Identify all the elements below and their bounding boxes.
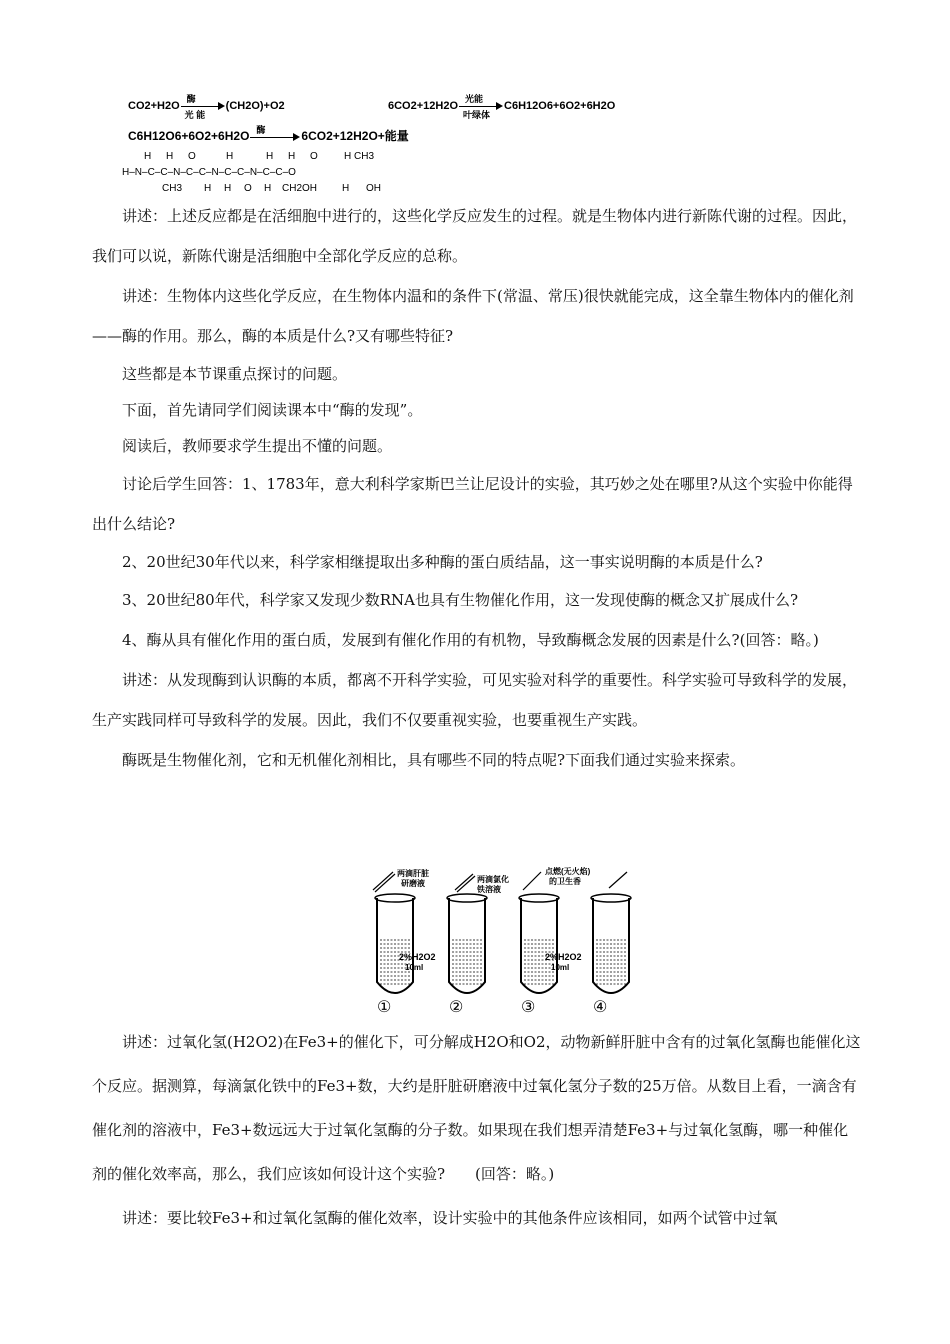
paragraph: 这些都是本节课重点探讨的问题。 [122, 365, 348, 383]
eq3-catalyst: 酶 [256, 124, 266, 135]
peptide-atom-bottom: H [342, 183, 350, 194]
test-tube-2 [447, 894, 487, 993]
volume-label-left: 10ml [405, 963, 424, 972]
peptide-top-row [144, 151, 374, 162]
dropper-icon [455, 874, 473, 890]
paragraph: 讲述：过氧化氢(H2O2)在Fe3+的催化下，可分解成H2O和O2，动物新鲜肝脏中含有的过氧化氢酶也能催化这个反应。据测算，每滴氯化铁中的Fe3+数，大约是肝脏研磨液中过氧化氢分子数的25万倍。从数目上看，一滴含有催化剂的溶液中，Fe3+数远远大于过氧化氢酶的分子数。如果现在我们想弄清楚Fe3+与过氧化氢酶，哪一种催化剂的催化效率高，那么，我们应该如何设计这个实验? (回答：略。) [92, 1033, 861, 1183]
peptide-atom-top: O [310, 151, 318, 162]
reaction-arrow [459, 94, 503, 121]
peptide-structure-diagram [122, 150, 382, 194]
equation-photosynthesis-simple [128, 94, 285, 121]
eq2-products: C6H12O6+6O2+6H2O [504, 100, 616, 112]
peptide-atom-top: H [144, 151, 152, 162]
paragraph: 讲述：要比较Fe3+和过氧化氢酶的催化效率，设计实验中的其他条件应该相同，如两个试管中过氧 [122, 1209, 778, 1227]
peptide-atom-bottom: H [204, 183, 212, 194]
eq1-condition: 光 能 [184, 110, 206, 121]
tube-number-2: ② [449, 999, 464, 1016]
conc-label-left: 2%H2O2 [399, 952, 436, 962]
paragraph: 4、酶从具有催化作用的蛋白质，发展到有催化作用的有机物，导致酶概念发展的因素是什么?(回答：略。) [122, 631, 819, 649]
tube-number-4: ④ [593, 999, 608, 1016]
peptide-atom-top: H [166, 151, 174, 162]
peptide-atom-bottom: O [244, 183, 252, 194]
test-tube-4 [591, 894, 631, 993]
volume-label-right: 10ml [551, 963, 570, 972]
paragraph: 讲述：上述反应都是在活细胞中进行的，这些化学反应发生的过程。就是生物体内进行新陈代谢的过程。因此，我们可以说，新陈代谢是活细胞中全部化学反应的总称。 [92, 207, 858, 265]
peptide-atom-top: O [188, 151, 196, 162]
peptide-atom-top: CH3 [354, 151, 375, 162]
eq2-site: 叶绿体 [463, 110, 491, 121]
eq2-condition: 光能 [465, 94, 484, 105]
test-tube-3 [519, 894, 559, 993]
paragraph: 2、20世纪30年代以来，科学家相继提取出多种酶的蛋白质结晶，这一事实说明酶的本质是什么? [122, 553, 763, 571]
peptide-atom-bottom: H [224, 183, 232, 194]
paragraph: 讲述：生物体内这些化学反应，在生物体内温和的条件下(常温、常压)很快就能完成，这全靠生物体内的催化剂——酶的作用。那么，酶的本质是什么?又有哪些特征? [92, 287, 854, 345]
equation-photosynthesis-full [388, 94, 616, 121]
tube-number-1: ① [377, 999, 392, 1016]
peptide-atom-bottom: CH2OH [282, 183, 318, 194]
dropper-icon [373, 872, 393, 890]
conc-label-right: 2%H2O2 [545, 952, 582, 962]
paragraph: 3、20世纪80年代，科学家又发现少数RNA也具有生物催化作用，这一发现使酶的概念又扩展成什么? [122, 591, 799, 609]
eq1-products: (CH2O)+O2 [225, 100, 285, 112]
tube-number-3: ③ [521, 999, 536, 1016]
test-tube-1 [375, 894, 415, 993]
tube3-label-line2: 的卫生香 [549, 877, 581, 886]
peptide-main-chain: H–N–C–C–N–C–C–N–C–C–N–C–C–O [122, 167, 296, 178]
paragraph: 下面，首先请同学们阅读课本中“酶的发现”。 [122, 401, 423, 419]
reaction-arrow [250, 124, 300, 142]
test-tube-experiment-figure [365, 866, 647, 1018]
peptide-atom-bottom: OH [366, 183, 381, 194]
peptide-atom-bottom: H [264, 183, 272, 194]
peptide-atom-bottom: CH3 [162, 183, 183, 194]
peptide-atom-top: H [226, 151, 234, 162]
reaction-arrow [181, 94, 225, 121]
incense-stick-icon [609, 872, 627, 888]
eq3-reactants: C6H12O6+6O2+6H2O [128, 129, 250, 143]
peptide-bottom-row [162, 183, 381, 194]
text-block-1 [92, 196, 862, 780]
paragraph: 讲述：从发现酶到认识酶的本质，都离不开科学实验，可见实验对科学的重要性。科学实验可导致科学的发展，生产实践同样可导致科学的发展。因此，我们不仅要重视实验，也要重视生产实践。 [92, 671, 858, 729]
peptide-atom-top: H [288, 151, 296, 162]
tube1-label: 两滴肝脏 [397, 869, 429, 878]
peptide-atom-top: H [344, 151, 352, 162]
tube3-label: 点燃(无火焰) [545, 867, 591, 876]
paragraph: 阅读后，教师要求学生提出不懂的问题。 [122, 437, 393, 455]
equation-respiration [128, 124, 409, 144]
paragraph: 酶既是生物催化剂，它和无机催化剂相比，具有哪些不同的特点呢?下面我们通过实验来探索。 [122, 751, 746, 769]
eq1-reactants: CO2+H2O [128, 100, 180, 112]
peptide-atom-top: H [266, 151, 274, 162]
eq3-products: 6CO2+12H2O+能量 [301, 129, 409, 143]
text-block-2 [92, 1020, 862, 1240]
paragraph: 讨论后学生回答：1、1783年，意大利科学家斯巴兰让尼设计的实验，其巧妙之处在哪里?从这个实验中你能得出什么结论? [92, 475, 853, 533]
tube1-label-line2: 研磨液 [401, 879, 425, 888]
incense-stick-icon [523, 872, 541, 890]
tube2-label: 两滴氯化 [477, 875, 509, 884]
eq2-reactants: 6CO2+12H2O [388, 100, 459, 112]
tube2-label-line2: 铁溶液 [477, 885, 501, 894]
eq1-catalyst: 酶 [186, 94, 196, 105]
